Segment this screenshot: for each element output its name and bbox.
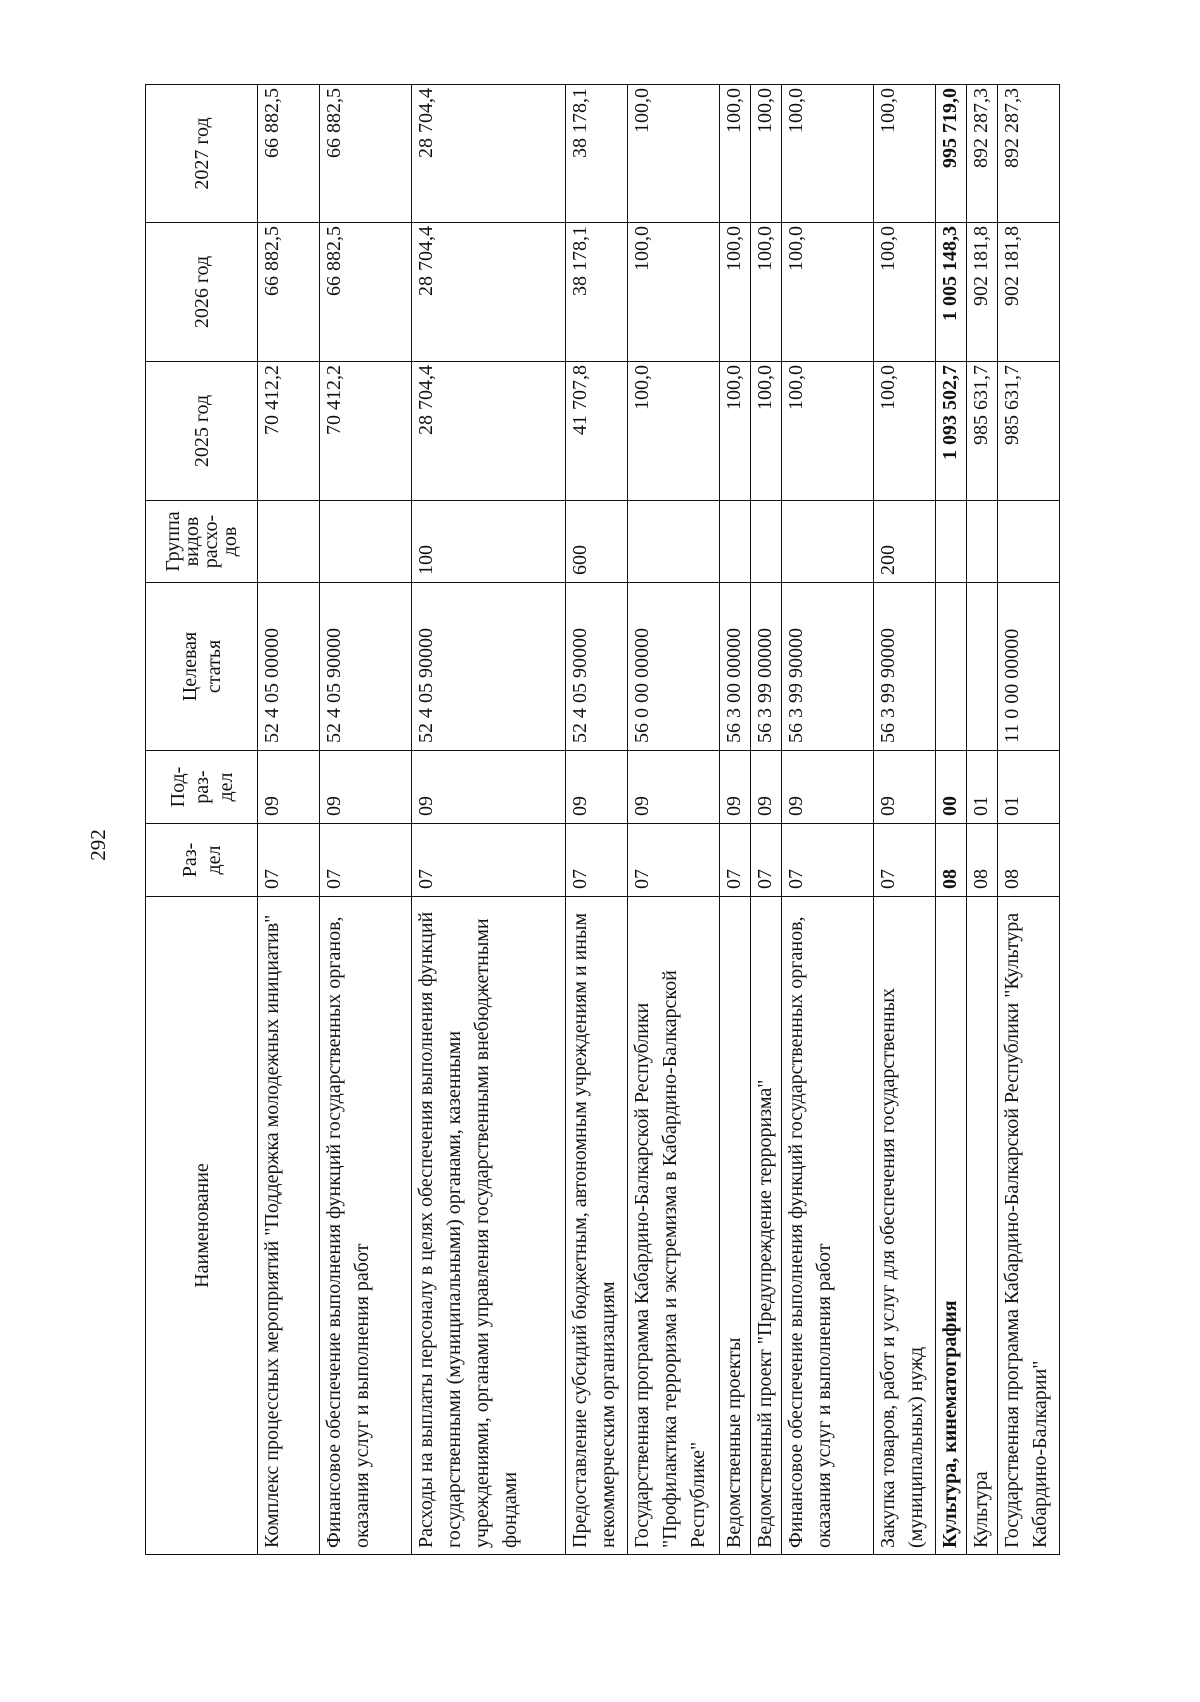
table-row — [935, 85, 966, 1555]
header-gruppa: Группа видов расхо- дов — [146, 501, 258, 583]
row-gruppa — [258, 501, 320, 583]
row-gruppa — [967, 501, 998, 583]
row-2025: 100,0 — [750, 362, 781, 501]
row-gruppa: 100 — [411, 501, 566, 583]
budget-table — [145, 84, 1060, 1555]
row-name: Ведомственные проекты — [719, 897, 750, 1555]
row-2027: 100,0 — [627, 85, 719, 223]
header-podrazdel: Под- раз- дел — [146, 751, 258, 824]
header-celevaya: Целевая статья — [146, 583, 258, 751]
row-gruppa — [719, 501, 750, 583]
row-2025: 100,0 — [874, 362, 936, 501]
row-2025: 100,0 — [719, 362, 750, 501]
row-2027: 100,0 — [782, 85, 874, 223]
table-row — [967, 85, 998, 1555]
row-gruppa — [750, 501, 781, 583]
row-2026: 902 181,8 — [998, 223, 1060, 362]
budget-table-rotated — [145, 85, 1060, 1555]
row-2025: 70 412,2 — [319, 362, 411, 501]
row-razdel: 07 — [566, 824, 628, 897]
row-razdel: 08 — [935, 824, 966, 897]
row-celevaya — [935, 583, 966, 751]
row-name: Государственная программа Кабардино-Балкарской Республики "Культура Кабардино-Балкарии" — [998, 897, 1060, 1555]
page-number: 292 — [85, 829, 110, 861]
row-razdel: 07 — [874, 824, 936, 897]
row-2026: 1 005 148,3 — [935, 223, 966, 362]
row-celevaya: 52 4 05 90000 — [319, 583, 411, 751]
row-name: Финансовое обеспечение выполнения функций государственных органов, оказания услуг и выполнения работ — [319, 897, 411, 1555]
row-celevaya: 52 4 05 90000 — [411, 583, 566, 751]
header-name: Наименование — [146, 897, 258, 1555]
row-podrazdel: 09 — [627, 751, 719, 824]
row-2027: 892 287,3 — [998, 85, 1060, 223]
row-celevaya — [967, 583, 998, 751]
row-podrazdel: 09 — [411, 751, 566, 824]
table-row — [319, 85, 411, 1555]
row-name: Культура, кинематография — [935, 897, 966, 1555]
row-gruppa — [935, 501, 966, 583]
table-row — [782, 85, 874, 1555]
row-2025: 28 704,4 — [411, 362, 566, 501]
row-podrazdel: 09 — [782, 751, 874, 824]
row-2026: 66 882,5 — [319, 223, 411, 362]
row-2025: 985 631,7 — [967, 362, 998, 501]
table-row — [566, 85, 628, 1555]
row-2027: 100,0 — [874, 85, 936, 223]
row-2025: 985 631,7 — [998, 362, 1060, 501]
row-razdel: 07 — [750, 824, 781, 897]
row-podrazdel: 09 — [719, 751, 750, 824]
row-2026: 100,0 — [719, 223, 750, 362]
row-2026: 100,0 — [782, 223, 874, 362]
row-gruppa — [319, 501, 411, 583]
row-2025: 100,0 — [627, 362, 719, 501]
row-gruppa: 200 — [874, 501, 936, 583]
header-row — [146, 85, 258, 1555]
row-gruppa — [782, 501, 874, 583]
row-2026: 100,0 — [627, 223, 719, 362]
row-2027: 100,0 — [750, 85, 781, 223]
row-name: Ведомственный проект "Предупреждение терроризма" — [750, 897, 781, 1555]
row-2025: 41 707,8 — [566, 362, 628, 501]
row-gruppa — [998, 501, 1060, 583]
row-2026: 902 181,8 — [967, 223, 998, 362]
row-name: Расходы на выплаты персоналу в целях обеспечения выполнения функций государственными (муниципальными) органами, казенными учреждениями, органами управления государственными внебюджетными фондами — [411, 897, 566, 1555]
row-razdel: 07 — [319, 824, 411, 897]
table-row — [874, 85, 936, 1555]
row-celevaya: 56 3 99 90000 — [874, 583, 936, 751]
row-razdel: 08 — [998, 824, 1060, 897]
row-celevaya: 52 4 05 90000 — [566, 583, 628, 751]
row-podrazdel: 09 — [874, 751, 936, 824]
row-2027: 28 704,4 — [411, 85, 566, 223]
row-podrazdel: 09 — [566, 751, 628, 824]
row-podrazdel: 09 — [258, 751, 320, 824]
row-2027: 100,0 — [719, 85, 750, 223]
row-2025: 1 093 502,7 — [935, 362, 966, 501]
row-name: Предоставление субсидий бюджетным, автономным учреждениям и иным некоммерческим организациям — [566, 897, 628, 1555]
row-2027: 892 287,3 — [967, 85, 998, 223]
table-row — [627, 85, 719, 1555]
row-celevaya: 56 3 99 90000 — [782, 583, 874, 751]
row-2027: 995 719,0 — [935, 85, 966, 223]
row-name: Финансовое обеспечение выполнения функций государственных органов, оказания услуг и выполнения работ — [782, 897, 874, 1555]
row-2026: 38 178,1 — [566, 223, 628, 362]
table-row — [411, 85, 566, 1555]
table-row — [998, 85, 1060, 1555]
row-razdel: 07 — [782, 824, 874, 897]
row-2026: 100,0 — [874, 223, 936, 362]
row-name: Комплекс процессных мероприятий "Поддержка молодежных инициатив" — [258, 897, 320, 1555]
row-podrazdel: 09 — [750, 751, 781, 824]
row-name: Государственная программа Кабардино-Балкарской Республики "Профилактика терроризма и экстремизма в Кабардино-Балкарской Республике" — [627, 897, 719, 1555]
row-celevaya: 56 3 00 00000 — [719, 583, 750, 751]
row-podrazdel: 01 — [967, 751, 998, 824]
row-name: Культура — [967, 897, 998, 1555]
row-podrazdel: 01 — [998, 751, 1060, 824]
row-gruppa — [627, 501, 719, 583]
row-razdel: 07 — [719, 824, 750, 897]
row-razdel: 07 — [627, 824, 719, 897]
row-razdel: 07 — [258, 824, 320, 897]
row-podrazdel: 09 — [319, 751, 411, 824]
row-podrazdel: 00 — [935, 751, 966, 824]
row-razdel: 07 — [411, 824, 566, 897]
row-2025: 100,0 — [782, 362, 874, 501]
header-razdel: Раз- дел — [146, 824, 258, 897]
header-2027: 2027 год — [146, 85, 258, 223]
row-name: Закупка товаров, работ и услуг для обеспечения государственных (муниципальных) нужд — [874, 897, 936, 1555]
row-2026: 100,0 — [750, 223, 781, 362]
row-2027: 38 178,1 — [566, 85, 628, 223]
row-razdel: 08 — [967, 824, 998, 897]
row-2027: 66 882,5 — [258, 85, 320, 223]
row-celevaya: 56 0 00 00000 — [627, 583, 719, 751]
row-gruppa: 600 — [566, 501, 628, 583]
table-row — [750, 85, 781, 1555]
row-2026: 28 704,4 — [411, 223, 566, 362]
row-celevaya: 11 0 00 00000 — [998, 583, 1060, 751]
row-celevaya: 52 4 05 00000 — [258, 583, 320, 751]
row-2027: 66 882,5 — [319, 85, 411, 223]
row-celevaya: 56 3 99 00000 — [750, 583, 781, 751]
table-row — [258, 85, 320, 1555]
header-2026: 2026 год — [146, 223, 258, 362]
table-row — [719, 85, 750, 1555]
row-2026: 66 882,5 — [258, 223, 320, 362]
row-2025: 70 412,2 — [258, 362, 320, 501]
header-2025: 2025 год — [146, 362, 258, 501]
